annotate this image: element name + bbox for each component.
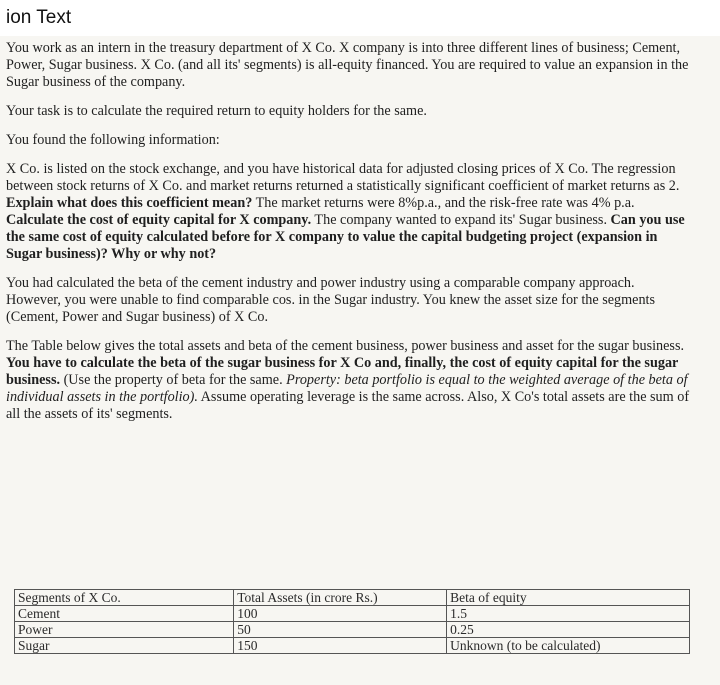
cell-assets: 100: [234, 606, 447, 622]
segments-table: [14, 589, 690, 654]
cell-assets: 150: [234, 638, 447, 654]
cell-segment: Sugar: [15, 638, 234, 654]
cell-assets: 50: [234, 622, 447, 638]
header-beta: Beta of equity: [447, 590, 690, 606]
question-same-cost: Can you use the same cost of equity calculated before for X company to value the capital budgeting project (expansion in Sugar business)? Why or why not?: [6, 212, 685, 262]
cell-segment: Cement: [15, 606, 234, 622]
table-row: [15, 622, 690, 638]
table-row: [15, 606, 690, 622]
question-sugar-beta: You have to calculate the beta of the sugar business for X Co and, finally, the cost of equity capital for the sugar business.: [6, 355, 679, 388]
table-intro-paragraph: [6, 338, 690, 423]
question-text: [6, 40, 690, 432]
regression-paragraph: [6, 161, 690, 263]
table-header-row: [15, 590, 690, 606]
cell-beta: 0.25: [447, 622, 690, 638]
regression-text: X Co. is listed on the stock exchange, and you have historical data for adjusted closing prices of X Co. The regression between stock returns of X Co. and market returns returned a statistically significant coefficient of market returns as 2.: [6, 161, 680, 194]
property-hint-text: (Use the property of beta for the same.: [60, 372, 287, 388]
table-intro-text: The Table below gives the total assets and beta of the cement business, power business and asset for the sugar business.: [6, 338, 685, 354]
table-row: [15, 638, 690, 654]
question-coefficient: Explain what does this coefficient mean?: [6, 195, 253, 211]
comparable-paragraph: You had calculated the beta of the cement industry and power industry using a comparable company approach. However, you were unable to find comparable cos. in the Sugar industry. You knew the asset size for the segments (Cement, Power and Sugar business) of X Co.: [6, 275, 656, 325]
header-segments: Segments of X Co.: [15, 590, 234, 606]
section-heading: ion Text: [0, 0, 720, 36]
assumption-text: Assume operating leverage is the same across. Also, X Co's total assets are the sum of all the assets of its' segments.: [6, 389, 690, 422]
info-paragraph: You found the following information:: [6, 132, 220, 148]
cell-segment: Power: [15, 622, 234, 638]
question-cost-of-equity: Calculate the cost of equity capital for X company.: [6, 212, 312, 228]
market-returns-text: The market returns were 8%p.a., and the risk-free rate was 4% p.a.: [252, 195, 635, 211]
intro-paragraph: You work as an intern in the treasury department of X Co. X company is into three different lines of business; Cement, Power, Sugar business. X Co. (and all its' segments) is all-equity financed. You are required to value an expansion in the Sugar business of the company.: [6, 40, 689, 90]
property-definition: Property: beta portfolio is equal to the weighted average of the beta of individual assets in the portfolio).: [6, 372, 688, 405]
cell-beta: Unknown (to be calculated): [447, 638, 690, 654]
task-paragraph: Your task is to calculate the required return to equity holders for the same.: [6, 103, 427, 119]
expansion-text: The company wanted to expand its' Sugar business.: [311, 212, 611, 228]
cell-beta: 1.5: [447, 606, 690, 622]
header-total-assets: Total Assets (in crore Rs.): [234, 590, 447, 606]
